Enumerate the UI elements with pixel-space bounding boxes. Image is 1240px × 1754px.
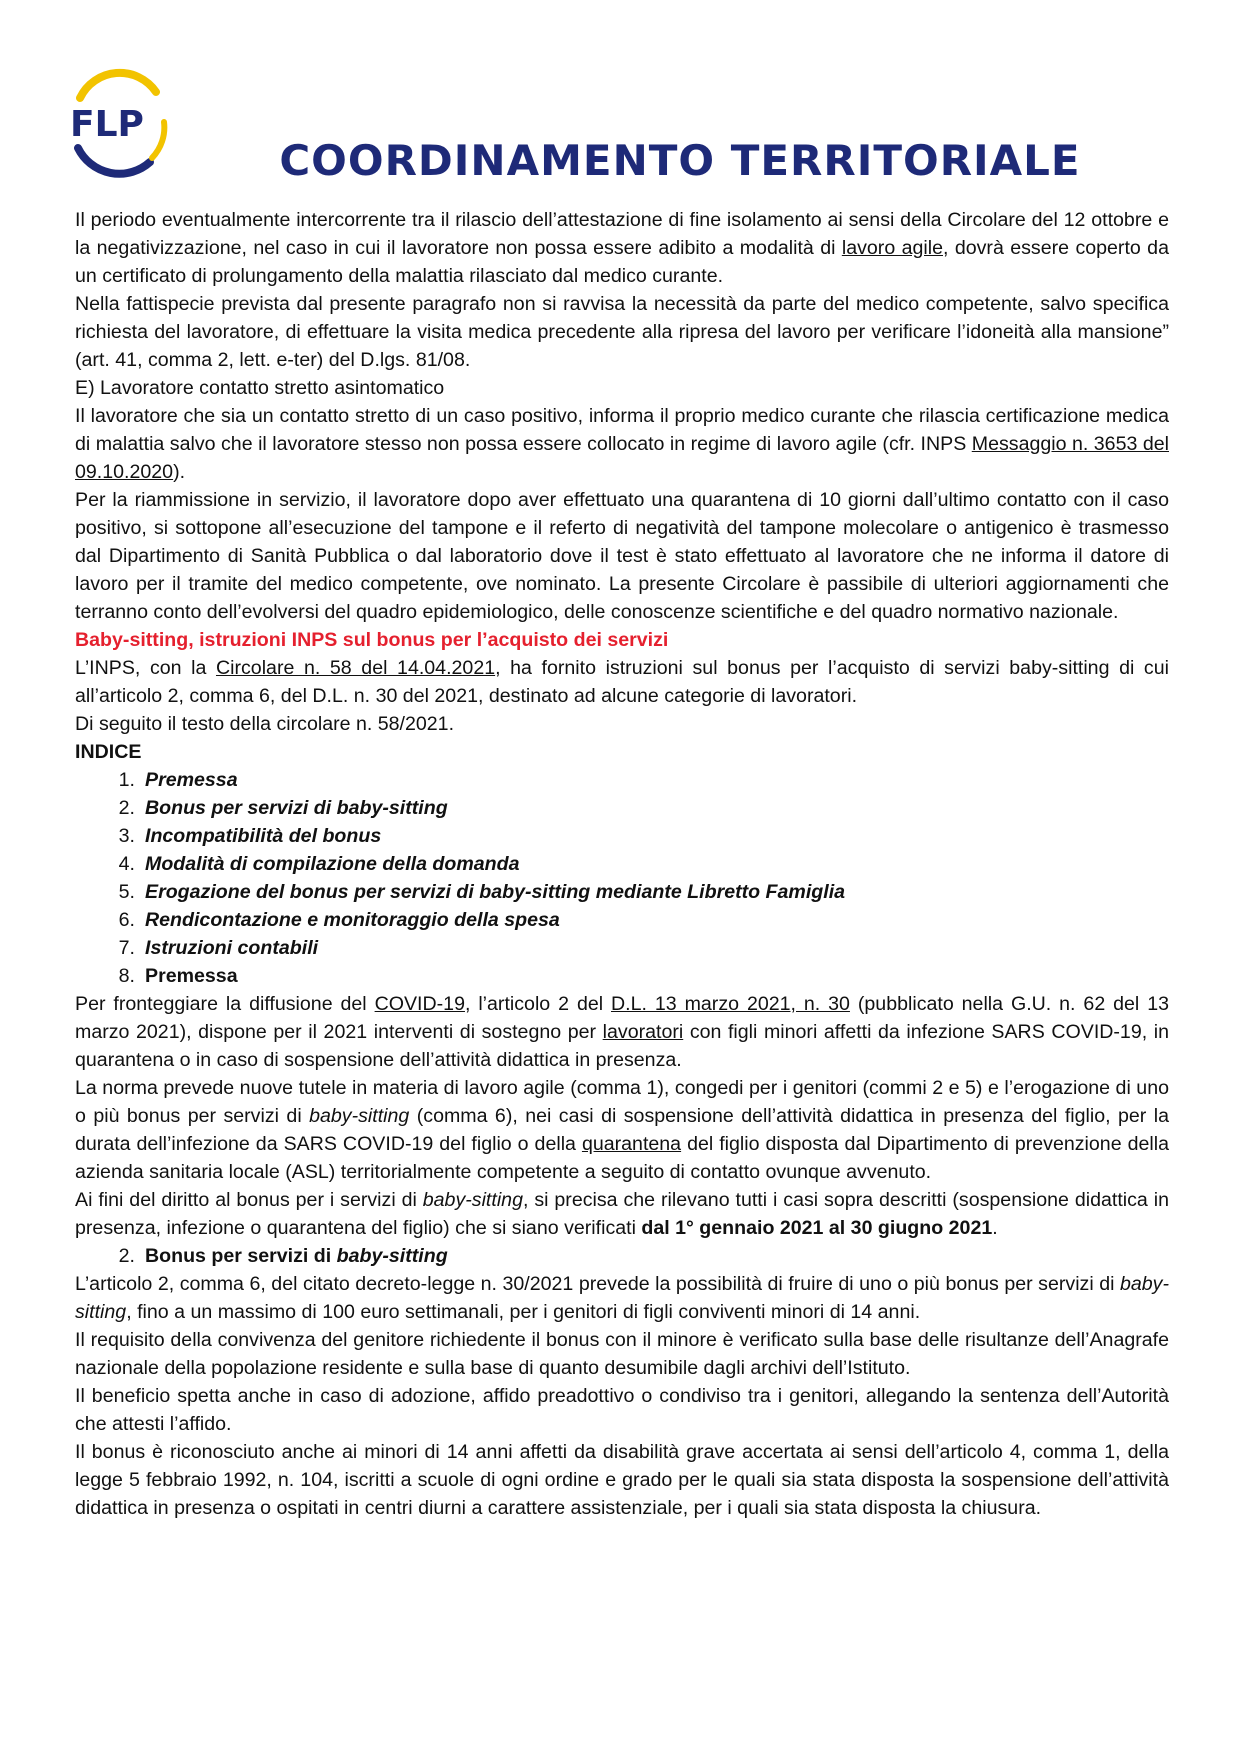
text-run-italic: baby-sitting bbox=[75, 1273, 1169, 1323]
paragraph: Nella fattispecie prevista dal presente paragrafo non si ravvisa la necessità da parte del medico competente, salvo specifica richiesta del lavoratore, di effettuare la visita medica precedente alla ripresa del lavoro per verificare l’idoneità alla mansione” (art. 41, comma 2, lett. e-ter) del D.lgs. 81/08. bbox=[75, 293, 1169, 371]
link-quarantena[interactable]: quarantena bbox=[581, 1133, 682, 1155]
text-run: Il lavoratore che sia un contatto stretto di un caso positivo, informa il proprio medico curante che rilascia certificazione medica di malattia salvo che il lavoratore stesso non possa essere collocato in regime di lavoro agile (cfr. INPS bbox=[75, 405, 1169, 455]
index-item bbox=[75, 878, 1169, 906]
text-run: . bbox=[992, 1217, 998, 1239]
index-text: Bonus per servizi di baby-sitting bbox=[145, 797, 448, 819]
index-number: 7. bbox=[118, 937, 135, 959]
index-number: 5. bbox=[118, 881, 135, 903]
subsection-heading bbox=[75, 1242, 1169, 1270]
link-covid-19[interactable]: COVID-19 bbox=[374, 993, 465, 1015]
text-run: ). bbox=[173, 461, 186, 483]
logo-text: FLP bbox=[70, 104, 144, 145]
index-item bbox=[75, 850, 1169, 878]
text-run: Bonus per servizi di bbox=[145, 1245, 337, 1267]
text-run-bold: dal 1° gennaio 2021 al 30 giugno 2021 bbox=[641, 1217, 993, 1239]
text-run: (pubblicato nella G.U. n. 62 del 13 marzo 2021), dispone per il 2021 interventi di sostegno per bbox=[75, 993, 1169, 1043]
index-text: Rendicontazione e monitoraggio della spesa bbox=[145, 909, 560, 931]
text-run: Per fronteggiare la diffusione del bbox=[75, 993, 375, 1015]
paragraph bbox=[75, 1270, 1169, 1326]
text-run: L’articolo 2, comma 6, del citato decreto-legge n. 30/2021 prevede la possibilità di fruire di uno o più bonus per servizi di bbox=[75, 1273, 1120, 1295]
index-item bbox=[75, 934, 1169, 962]
text-run: Ai fini del diritto al bonus per i servizi di bbox=[75, 1189, 423, 1211]
text-run-italic: baby-sitting bbox=[422, 1189, 523, 1211]
index-item bbox=[75, 962, 1169, 990]
text-run-italic: baby-sitting bbox=[309, 1105, 410, 1127]
link-lavoro-agile[interactable]: lavoro agile bbox=[841, 237, 943, 259]
section-heading: Baby-sitting, istruzioni INPS sul bonus per l’acquisto dei servizi bbox=[75, 629, 669, 651]
paragraph: Il requisito della convivenza del genitore richiedente il bonus con il minore è verificato sulla base delle risultanze dell’Anagrafe nazionale della popolazione residente e sulla base di quanto desumibile dagli archivi dell’Istituto. bbox=[75, 1329, 1169, 1379]
text-run: , dovrà essere coperto da un certificato di prolungamento della malattia rilasciato dal medico curante. bbox=[75, 237, 1169, 287]
document-body bbox=[75, 206, 1169, 1522]
text-run: L’INPS, con la bbox=[75, 657, 216, 679]
index-number: 4. bbox=[118, 853, 135, 875]
index-text: Premessa bbox=[145, 769, 238, 791]
text-run: La norma prevede nuove tutele in materia di lavoro agile (comma 1), congedi per i genitori (commi 2 e 5) e l’erogazione di uno o più bonus per servizi di bbox=[75, 1077, 1169, 1127]
link-dl-30-2021[interactable]: D.L. 13 marzo 2021, n. 30 bbox=[611, 993, 850, 1015]
subsection-title bbox=[145, 1242, 448, 1270]
index-item bbox=[75, 766, 1169, 794]
index-number: 2. bbox=[118, 797, 135, 819]
text-run-italic: baby-sitting bbox=[336, 1245, 448, 1267]
page-title: COORDINAMENTO TERRITORIALE bbox=[279, 136, 1081, 185]
text-run: , si precisa che rilevano tutti i casi sopra descritti (sospensione didattica in presenza, infezione o quarantena del figlio) che si siano verificati bbox=[75, 1189, 1169, 1239]
link-messaggio-inps[interactable]: Messaggio n. 3653 del 09.10.2020 bbox=[75, 433, 1169, 483]
link-circolare-58[interactable]: Circolare n. 58 del 14.04.2021 bbox=[215, 657, 496, 679]
index-text: Premessa bbox=[145, 965, 238, 987]
index-title: INDICE bbox=[75, 741, 142, 763]
index-text: Istruzioni contabili bbox=[145, 937, 319, 959]
index-item bbox=[75, 822, 1169, 850]
text-run: , fino a un massimo di 100 euro settimanali, per i genitori di figli conviventi minori di 14 anni. bbox=[126, 1301, 921, 1323]
index-item bbox=[75, 794, 1169, 822]
subsection-number: 2. bbox=[118, 1245, 135, 1267]
index-item bbox=[75, 906, 1169, 934]
index-text: Modalità di compilazione della domanda bbox=[145, 853, 520, 875]
index-number: 6. bbox=[118, 909, 135, 931]
text-run: con figli minori affetti da infezione SARS COVID-19, in quarantena o in caso di sospensione dell’attività didattica in presenza. bbox=[75, 1021, 1169, 1071]
index-number: 8. bbox=[118, 965, 135, 987]
paragraph bbox=[75, 990, 1169, 1074]
paragraph bbox=[75, 654, 1169, 710]
text-run: , ha fornito istruzioni sul bonus per l’acquisto di servizi baby-sitting di cui all’articolo 2, comma 6, del D.L. n. 30 del 2021, destinato ad alcune categorie di lavoratori. bbox=[75, 657, 1169, 707]
paragraph bbox=[75, 1074, 1169, 1186]
index-text: Erogazione del bonus per servizi di baby-sitting mediante Libretto Famiglia bbox=[145, 881, 846, 903]
paragraph: Di seguito il testo della circolare n. 58/2021. bbox=[75, 713, 455, 735]
text-run: del figlio disposta dal Dipartimento di prevenzione della azienda sanitaria locale (ASL) territorialmente competente a seguito di contatto ovunque avvenuto. bbox=[75, 1133, 1169, 1183]
paragraph: Il beneficio spetta anche in caso di adozione, affido preadottivo o condiviso tra i genitori, allegando la sentenza dell’Autorità che attesti l’affido. bbox=[75, 1385, 1169, 1435]
link-lavoratori[interactable]: lavoratori bbox=[602, 1021, 684, 1043]
text-run: Il periodo eventualmente intercorrente tra il rilascio dell’attestazione di fine isolamento ai sensi della Circolare del 12 ottobre e la negativizzazione, nel caso in cui il lavoratore non possa essere adibito a modalità di bbox=[75, 209, 1169, 259]
paragraph bbox=[75, 1186, 1169, 1242]
index-list bbox=[75, 766, 1169, 990]
text-run: , l’articolo 2 del bbox=[464, 993, 612, 1015]
paragraph: Per la riammissione in servizio, il lavoratore dopo aver effettuato una quarantena di 10 giorni dall’ultimo contatto con il caso positivo, si sottopone all’esecuzione del tampone e il referto di negatività del tampone molecolare o antigenico è trasmesso dal Dipartimento di Sanità Pubblica o dal laboratorio dove il test è stato effettuato al lavoratore che ne informa il datore di lavoro per il tramite del medico competente, ove nominato. La presente Circolare è passibile di ulteriori aggiornamenti che terranno conto dell’evolversi del quadro epidemiologico, delle conoscenze scientifiche e del quadro normativo nazionale. bbox=[75, 489, 1169, 623]
paragraph: E) Lavoratore contatto stretto asintomatico bbox=[75, 377, 445, 399]
index-number: 1. bbox=[118, 769, 135, 791]
paragraph: Il bonus è riconosciuto anche ai minori di 14 anni affetti da disabilità grave accertata ai sensi dell’articolo 4, comma 1, della legge 5 febbraio 1992, n. 104, iscritti a scuole di ogni ordine e grado per le quali sia stata disposta la sospensione dell’attività didattica in presenza o ospitati in centri diurni a carattere assistenziale, per i quali sia stata disposta la chiusura. bbox=[75, 1441, 1169, 1519]
index-number: 3. bbox=[118, 825, 135, 847]
text-run: (comma 6), nei casi di sospensione dell’attività didattica in presenza del figlio, per la durata dell’infezione da SARS COVID-19 del figlio o della bbox=[75, 1105, 1169, 1155]
paragraph bbox=[75, 206, 1169, 290]
index-text: Incompatibilità del bonus bbox=[145, 825, 382, 847]
paragraph bbox=[75, 402, 1169, 486]
